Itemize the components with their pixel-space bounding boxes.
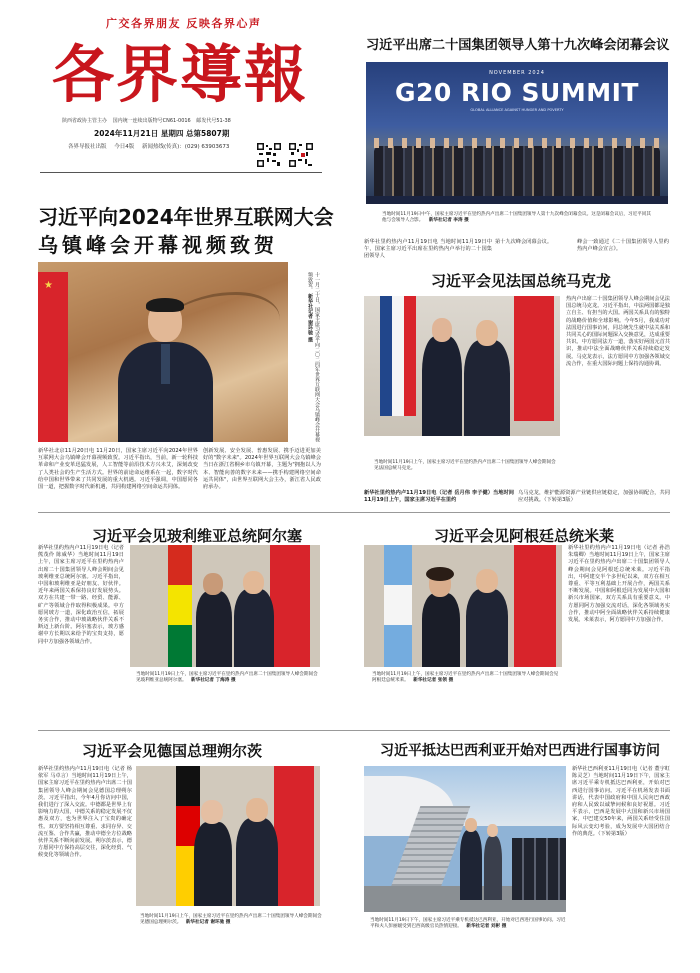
scholz-headline: 习近平会见德国总理朔尔茨 xyxy=(82,742,263,760)
milei-headline: 习近平会见阿根廷总统米莱 xyxy=(434,527,615,545)
scholz-person1-head xyxy=(201,800,223,824)
brazil-photo-welcomers xyxy=(512,838,566,900)
macron-caption-text: 当地时间11月19日上午，国家主席习近平在里约热内卢出席二十国集团领导人峰会期间会见法国总统马克龙。 xyxy=(374,460,556,472)
qr-code-right xyxy=(288,142,314,168)
arce-headline: 习近平会见玻利维亚总统阿尔塞 xyxy=(92,527,303,545)
macron-person1-head xyxy=(432,318,452,342)
lead-photo-tie xyxy=(161,344,170,384)
macron-person2 xyxy=(464,340,510,436)
masthead-slogan: 广交各界朋友 反映各界心声 xyxy=(106,17,262,30)
g20-stage-band xyxy=(366,196,668,204)
g20-story-col2: 第十九次峰会闭幕会议。 xyxy=(495,239,553,245)
g20-leaders-crowd xyxy=(374,146,660,196)
qr-code-left xyxy=(256,142,282,168)
g20-caption-text: 当地时间11月19日中午，国家主席习近平在里约热内卢出席二十国集团领导人第十九次峰会闭幕会议。这是闭幕会议后，习近平同其他与会领导人合影。 xyxy=(382,212,651,224)
arce-person2 xyxy=(234,589,274,667)
scholz-photo-caption xyxy=(140,914,322,934)
lead-photo-flag-star: ★ xyxy=(44,280,53,291)
g20-caption-credit: 新华社记者 李涛 摄 xyxy=(428,218,469,224)
arce-photo-caption xyxy=(136,672,320,692)
brazil-headline: 习近平抵达巴西利亚开始对巴西进行国事访问 xyxy=(380,743,660,759)
masthead-publisher-row xyxy=(68,142,229,150)
scholz-person2-head xyxy=(246,798,268,822)
arce-person1-head xyxy=(203,573,223,595)
macron-headline: 习近平会见法国总统马克龙 xyxy=(431,272,612,290)
milei-flag-argentina-bot xyxy=(384,625,412,667)
milei-person2 xyxy=(466,589,508,667)
lead-photo xyxy=(38,262,288,442)
milei-caption-credit: 新华社记者 张领 摄 xyxy=(413,678,454,684)
scholz-caption-credit: 新华社记者 谢环驰 摄 xyxy=(185,920,231,926)
brazil-photo-person2-head xyxy=(487,824,498,837)
masthead-info xyxy=(62,117,231,124)
milei-body: 新华社里约热内卢11月19日电（记者 孙浩 朱瑞卿）当地时间11月19日上午，国家主席习近平在里约热内卢出席二十国集团领导人峰会期间会见阿根廷总统米莱。习近平指出，中阿建交半个多世纪以来，双方在相互尊重、平等互利基础上开展合作，两国关系不断发展。中国和阿根廷同为发展中大国和新兴市场国家，双方关系具有重要意义。中方愿同阿方加强交流对话，深化各领域务实合作，推动中阿全面战略伙伴关系持续健康发展。米莱表示，阿方愿同中方加强合作。 xyxy=(568,545,670,624)
scholz-photo xyxy=(136,766,320,906)
brazil-photo-person1 xyxy=(460,830,482,900)
milei-flag-argentina-top xyxy=(384,545,412,585)
g20-photo-caption xyxy=(382,212,654,226)
masthead-info-sponsor: 陕西省政协主管主办 xyxy=(62,118,108,124)
g20-story-col1: 新华社里约热内卢11月19日电 当地时间11月19日中午，国家主席习近平出席在里约热内卢举行的二十国集团领导人 xyxy=(364,239,492,260)
arce-person2-head xyxy=(243,571,264,594)
g20-banner-title: G20 RIO SUMMIT xyxy=(395,78,639,107)
scholz-flag-china xyxy=(274,766,314,906)
masthead-hotline: 新闻热线(传真)：(029) 63903673 xyxy=(142,144,230,150)
scholz-caption-text: 当地时间11月19日上午，国家主席习近平在里约热内卢出席二十国集团领导人峰会期间会见德国总理朔尔茨。 xyxy=(140,914,322,926)
brazil-caption-credit: 新华社记者 刘彬 摄 xyxy=(466,924,507,930)
scholz-person2 xyxy=(236,818,278,906)
lead-side-caption-credit: 新华社记者 谢环驰 摄 xyxy=(307,293,313,343)
arce-caption-credit: 新华社记者 丁海涛 摄 xyxy=(191,678,236,684)
g20-headline: 习近平出席二十国集团领导人第十九次峰会闭幕会议 xyxy=(366,38,670,53)
scholz-body: 新华社里约热内卢11月19日电（记者 杨依军 马卓言）当地时间11月19日上午，国家主席习近平在里约热内卢出席二十国集团领导人峰会期间会见德国总理朔尔茨。习近平指出，今年4月你访问中国，我们进行了深入交流。中德都是世界上有影响力的大国，中德关系的稳定发展不仅惠及双方，也为世界注入了宝贵的确定性。双方要坚持相互尊重、求同存异、交流互鉴、合作共赢，推动中德全方位战略伙伴关系不断向前发展。朔尔茨表示，德方愿同中方保持高层交往，深化经贸、气候变化等领域合作。 xyxy=(38,766,132,859)
lead-body-col2: 创新发展、安全发展、普惠发展、携手迈进更加美好的"数字未来"。2024年世界互联网大会乌镇峰会当日在浙江省桐乡市乌镇开幕，主题为"拥抱以人为本、智能向善的数字未来——携手构建网络空间命运共同体"，由世界互联网大会主办，浙江省人民政府承办。 xyxy=(203,448,321,491)
macron-dateline-text: 新华社里约热内卢11月19日电（记者 岳月伟 李子健）当地时间11月19日上午，国家主席习近平在里约 xyxy=(364,490,514,504)
divider-mid-1 xyxy=(38,512,670,513)
brazil-photo xyxy=(364,766,566,912)
macron-flag-china xyxy=(514,296,554,421)
macron-tail: 乌马克龙，维护能源资源产业链供应链稳定，加强协调配合，共同应对挑战。（下转第3版） xyxy=(518,490,670,504)
g20-story-col3: 峰会一致通过《二十国集团领导人里约热内卢峰会宣言》。 xyxy=(577,239,669,253)
masthead-publisher: 各界导报社出版 xyxy=(68,144,107,150)
masthead-pages: 今日4版 xyxy=(114,144,135,150)
lead-photo-person-hair xyxy=(146,298,184,312)
macron-photo-caption xyxy=(374,460,560,474)
brazil-photo-person1-head xyxy=(465,818,477,832)
milei-photo xyxy=(364,545,562,667)
masthead-date: 2024年11月21日 星期四 总第5807期 xyxy=(94,129,230,138)
milei-flag-argentina-mid xyxy=(384,585,412,625)
arce-photo xyxy=(130,545,320,667)
milei-photo-caption xyxy=(372,672,562,692)
macron-dateline xyxy=(364,490,514,506)
g20-heads-row xyxy=(374,138,660,148)
lead-body-col1: 新华社北京11月20日电 11月20日，国家主席习近平向2024年世界互联网大会乌镇峰会开幕视频致贺。习近平指出，当前，新一轮科技革命和产业变革迅猛发展，人工智能等前沿技术方兴未艾，深刻改变了人类社会的生产生活方式。世界的前途命运维系在一起，数字时代给中国和世界带来了共同发展的重大机遇。习近平强调，中国愿同各国一道，把握数字时代新机遇，共同构建网络空间命运共同体。 xyxy=(38,448,198,491)
lead-side-caption-text: 十一月二十日，国家主席习近平向二〇二四年世界互联网大会乌镇峰会开幕视频致贺。 xyxy=(307,272,320,442)
lead-photo-flag xyxy=(38,272,68,442)
g20-group-photo xyxy=(366,62,668,204)
masthead-info-postal: 邮发代号51-38 xyxy=(196,118,231,124)
g20-banner-sub: GLOBAL ALLIANCE AGAINST HUNGER AND POVERTY xyxy=(470,108,564,112)
macron-body: 热内卢出席二十国集团领导人峰会期间会见法国总统马克龙。习近平指出，中法两国都是独立自主、有担当的大国。两国关系具有的独特的战略价值和全球影响。今年5月，我成功对法国进行国事访问，同总统先生就中法关系和共同关心的国际问题深入交换意见，达成重要共识。中方愿同法方一道，落实好两国元首共识，推动中法全面战略伙伴关系持续稳定发展。马克龙表示，法方愿同中方加强各领域交流合作，在重大国际问题上保持沟通协调。 xyxy=(566,296,670,367)
brazil-photo-person2 xyxy=(484,836,502,900)
masthead-info-cn: 国内统一连续出版物号CN61-0016 xyxy=(112,118,191,124)
macron-flag-france-red xyxy=(404,296,416,416)
macron-flag-france-white xyxy=(392,296,404,416)
arce-flag-china xyxy=(270,545,310,667)
brazil-body: 新华社巴西利亚11月19日电（记者 董宇虹 陈灵芝）当地时间11月19日下午，国家主席习近平乘专机抵达巴西利亚，开始对巴西进行国事访问。习近平在机场发表书面讲话，代表中国政府和中国人民向巴西政府和人民致以诚挚问候和良好祝愿。习近平表示，巴西是发展中大国和新兴市场国家，中巴建交50年来，两国关系经受住国际风云变幻考验，成为发展中大国团结合作的典范。（下转第3版） xyxy=(572,766,670,837)
lead-side-caption xyxy=(292,272,320,442)
arce-caption-text: 当地时间11月19日上午，国家主席习近平在里约热内卢出席二十国集团领导人峰会期间会见玻利维亚总统阿尔塞。 xyxy=(136,672,318,684)
lead-headline-line1: 习近平向2024年世界互联网大会 xyxy=(38,205,334,229)
scholz-flag-germany-black xyxy=(176,766,200,806)
milei-person2-head xyxy=(476,569,498,593)
macron-person2-head xyxy=(476,320,498,346)
divider-mid-2 xyxy=(38,730,670,731)
arce-person1 xyxy=(196,591,232,667)
masthead-divider xyxy=(40,172,322,173)
macron-flag-france-blue xyxy=(380,296,392,416)
macron-photo xyxy=(364,296,560,436)
masthead-title: 各界導報 xyxy=(52,38,309,111)
macron-person1 xyxy=(422,336,462,436)
milei-flag-china xyxy=(514,545,556,667)
g20-banner-month: NOVEMBER 2024 xyxy=(489,70,545,76)
milei-person1 xyxy=(422,593,460,667)
lead-headline-line2: 乌镇峰会开幕视频致贺 xyxy=(38,233,278,257)
milei-person1-hair xyxy=(426,567,454,581)
arce-flag-bolivia-green xyxy=(168,625,192,667)
arce-flag-bolivia-yellow xyxy=(168,585,192,625)
milei-caption-text: 当地时间11月19日上午，国家主席习近平在里约热内卢出席二十国集团领导人峰会期间会见阿根廷总统米莱。 xyxy=(372,672,559,684)
brazil-caption-text: 当地时间11月19日下午，国家主席习近平乘专机抵达巴西利亚，开始对巴西进行国事访问。习近平和夫人彭丽媛受到巴西高级官员热情迎接。 xyxy=(370,918,566,930)
scholz-person1 xyxy=(194,822,232,906)
arce-flag-bolivia-red xyxy=(168,545,192,585)
arce-body: 新华社里约热内卢11月19日电（记者 熊茂伶 陈威华）当地时间11月19日上午，国家主席习近平在里约热内卢出席二十国集团领导人峰会期间会见玻利维亚总统阿尔塞。习近平指出，中国和玻利维亚是好朋友、好伙伴。近年来两国关系保持良好发展势头。双方在共建一带一路、经贸、能源、矿产等领域合作取得积极成果。中方愿同玻方一道，深化政治互信，拓展务实合作，推动中玻战略伙伴关系不断迈上新台阶。阿尔塞表示，玻方感谢中方长期以来给予的宝贵支持，愿同中方加强各领域合作。 xyxy=(38,545,124,645)
brazil-photo-caption xyxy=(370,918,566,944)
